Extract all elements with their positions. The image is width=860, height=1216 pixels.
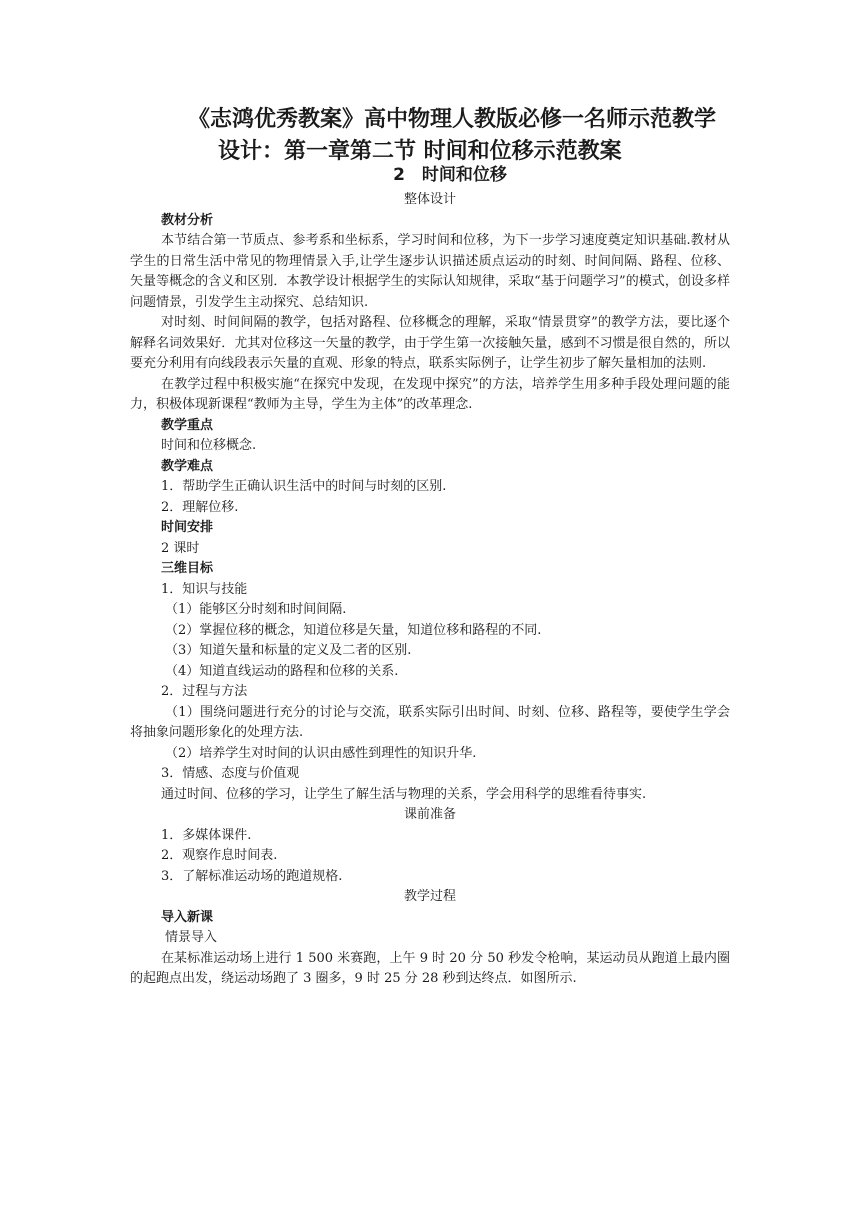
prep-item-2: 2．观察作息时间表. <box>161 848 278 863</box>
difficulties-heading: 教学难点 <box>161 458 214 474</box>
material-analysis-heading: 教材分析 <box>161 212 214 228</box>
document-title <box>160 104 740 168</box>
goal-1c: （3）知道矢量和标量的定义及二者的区别. <box>165 643 412 658</box>
intro-subheading: 情景导入 <box>165 930 218 945</box>
key-points-heading: 教学重点 <box>161 417 214 433</box>
goal-3a: 通过时间、位移的学习，让学生了解生活与物理的关系，学会用科学的思维看待事实. <box>161 786 647 802</box>
paragraph-3: 在教学过程中积极实施“在探究中发现，在发现中探究”的方法，培养学生用多种手段处理问题的能力，积极体现新课程“教师为主导，学生为主体”的改革理念. <box>130 376 730 412</box>
goal-2: 2．过程与方法 <box>161 684 248 699</box>
title-line-2: 设计：第一章第二节 时间和位移示范教案 <box>218 139 622 164</box>
goal-2a: （1）围绕问题进行充分的讨论与交流，联系实际引出时间、时刻、位移、路程等，要使学生学会将抽象问题形象化的处理方法. <box>130 704 730 740</box>
time-heading: 时间安排 <box>161 520 214 535</box>
time-text: 2 课时 <box>161 540 200 556</box>
goals-heading: 三维目标 <box>161 561 214 576</box>
process-heading: 教学过程 <box>403 889 456 904</box>
paragraph-1: 本节结合第一节质点、参考系和坐标系，学习时间和位移，为下一步学习速度奠定知识基础.教材从学生的日常生活中常见的物理情景入手,让学生逐步认识描述质点运动的时刻、时间间隔、路程、位移、矢量等概念的含义和区别．本教学设计根据学生的实际认知规律，采取“基于问题学习”的模式，创设多样问题情景，引发学生主动探究、总结知识. <box>130 233 730 310</box>
prep-item-3: 3．了解标准运动场的跑道规格. <box>161 868 343 884</box>
document-body <box>130 190 730 990</box>
intro-heading: 导入新课 <box>161 909 214 925</box>
goal-1b: （2）掌握位移的概念，知道位移是矢量，知道位移和路程的不同. <box>165 622 542 638</box>
title-line-1: 《志鸿优秀教案》高中物理人教版必修一名师示范教学 <box>188 107 717 132</box>
intro-paragraph: 在某标准运动场上进行 1 500 米赛跑，上午 9 时 20 分 50 秒发令枪响，某运动员从跑道上最内圈的起跑点出发，绕运动场跑了 3 圈多，9 时 25 分 28 秒到达终点．如图所示. <box>130 950 730 986</box>
goal-1: 1．知识与技能 <box>161 581 248 597</box>
preparation-heading: 课前准备 <box>403 807 456 822</box>
section-title: 2 时间和位移 <box>393 165 507 185</box>
goal-3: 3．情感、态度与价值观 <box>161 766 300 781</box>
goal-1d: （4）知道直线运动的路程和位移的关系. <box>165 663 399 679</box>
overall-design-heading: 整体设计 <box>403 192 456 207</box>
goal-1a: （1）能够区分时刻和时间间隔. <box>165 602 347 617</box>
paragraph-2: 对时刻、时间间隔的教学，包括对路程、位移概念的理解，采取“情景贯穿”的教学方法，要比逐个解释名词效果好．尤其对位移这一矢量的教学，由于学生第一次接触矢量，感到不习惯是很自然的，所以要充分利用有向线段表示矢量的直观、形象的特点，联系实际例子，让学生初步了解矢量相加的法则. <box>130 315 730 371</box>
key-points-text: 时间和位移概念. <box>161 438 257 453</box>
prep-item-1: 1．多媒体课件. <box>161 827 252 843</box>
difficulty-item-2: 2．理解位移. <box>161 499 239 515</box>
difficulty-item-1: 1．帮助学生正确认识生活中的时间与时刻的区别. <box>161 479 447 494</box>
goal-2b: （2）培养学生对时间的认识由感性到理性的知识升华. <box>165 745 477 761</box>
